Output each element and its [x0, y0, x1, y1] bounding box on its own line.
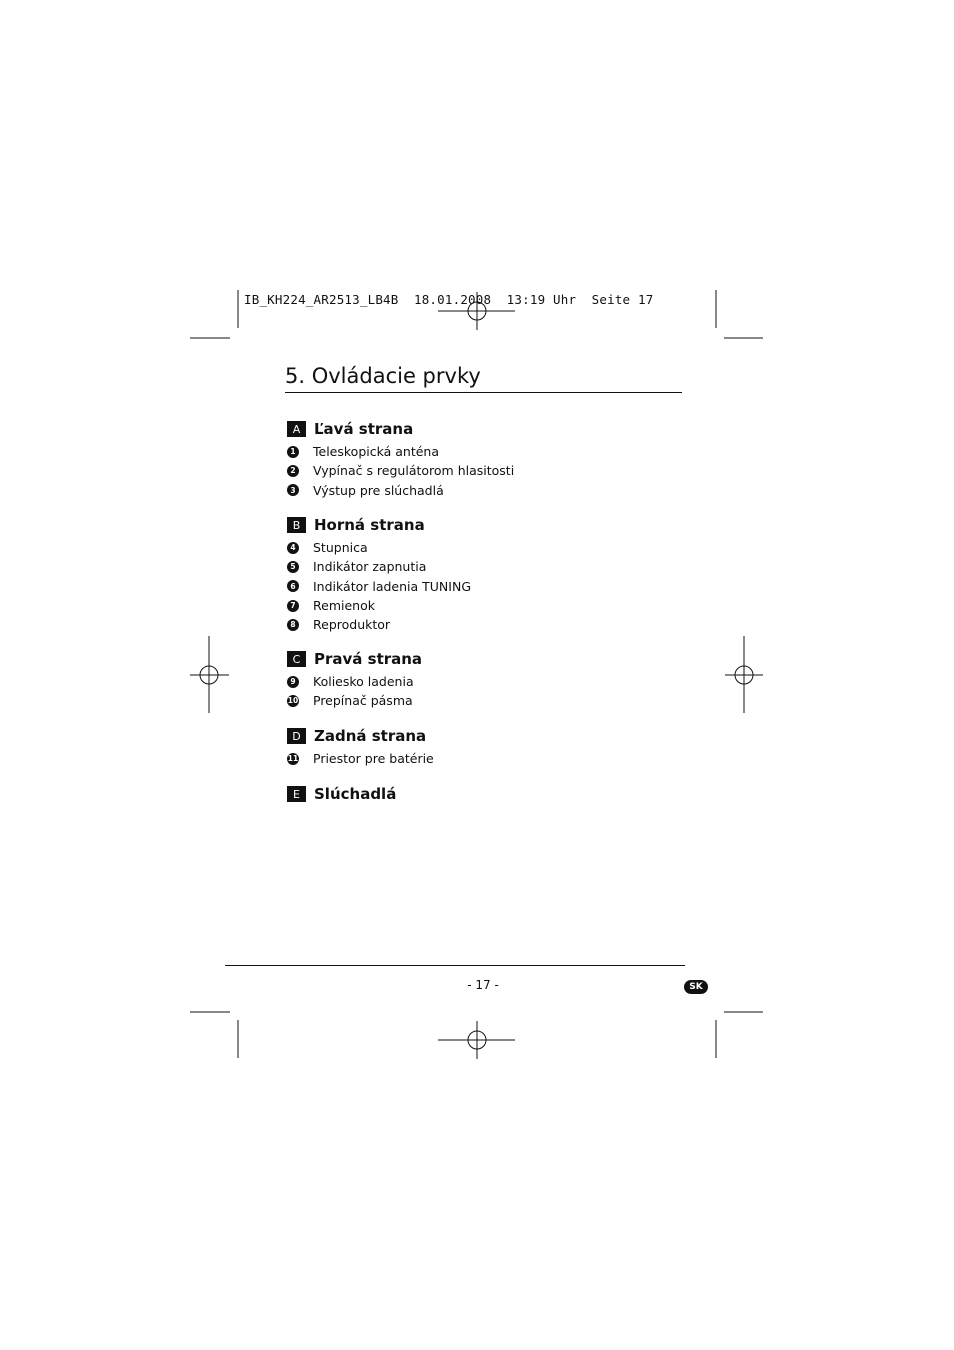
- list-item: [287, 691, 422, 710]
- section-header: [287, 514, 471, 536]
- list-item: [287, 672, 422, 691]
- section-title: Pravá strana: [314, 650, 423, 668]
- page-title: 5. Ovládacie prvky: [285, 364, 682, 393]
- section-left-side: [287, 418, 514, 500]
- list-item: [287, 615, 471, 634]
- footer-divider: [225, 965, 685, 966]
- section-letter-badge: E: [287, 786, 306, 802]
- item-list: [287, 442, 514, 500]
- list-item: [287, 461, 514, 480]
- item-number-badge: 9: [287, 676, 299, 688]
- item-label: Teleskopická anténa: [313, 444, 440, 460]
- item-label: Reproduktor: [313, 617, 391, 633]
- section-header: [287, 725, 434, 747]
- item-label: Indikátor zapnutia: [313, 559, 427, 575]
- list-item: [287, 749, 434, 768]
- section-headphones: [287, 783, 396, 805]
- item-number-badge: 10: [287, 696, 299, 706]
- item-label: Vypínač s regulátorom hlasitosti: [313, 463, 515, 479]
- section-title: Horná strana: [314, 516, 425, 534]
- section-top-side: [287, 514, 471, 634]
- item-label: Výstup pre slúchadlá: [313, 482, 444, 498]
- list-item: [287, 577, 471, 596]
- list-item: [287, 442, 514, 461]
- section-header: [287, 648, 422, 670]
- item-number-badge: 8: [287, 619, 299, 631]
- item-label: Remienok: [313, 598, 375, 614]
- item-number-badge: 7: [287, 600, 299, 612]
- item-list: [287, 749, 434, 768]
- item-label: Koliesko ladenia: [313, 674, 414, 690]
- section-letter-badge: B: [287, 517, 306, 533]
- item-label: Prepínač pásma: [313, 693, 413, 709]
- item-label: Stupnica: [313, 540, 368, 556]
- item-number-badge: 6: [287, 580, 299, 592]
- item-label: Priestor pre batérie: [313, 751, 434, 767]
- item-number-badge: 2: [287, 465, 299, 477]
- section-right-side: [287, 648, 422, 711]
- section-letter-badge: A: [287, 421, 306, 437]
- section-letter-badge: C: [287, 651, 306, 667]
- print-slug: IB_KH224_AR2513_LB4B 18.01.2008 13:19 Uhr Seite 17: [244, 292, 654, 307]
- section-header: [287, 783, 396, 805]
- item-number-badge: 3: [287, 484, 299, 496]
- item-number-badge: 5: [287, 561, 299, 573]
- section-back-side: [287, 725, 434, 768]
- language-badge: SK: [684, 980, 708, 994]
- section-title: Zadná strana: [314, 727, 427, 745]
- page-number: - 17 -: [467, 978, 499, 992]
- list-item: [287, 538, 471, 557]
- item-list: [287, 538, 471, 634]
- section-letter-badge: D: [287, 728, 306, 744]
- list-item: [287, 596, 471, 615]
- list-item: [287, 557, 471, 576]
- section-title: Slúchadlá: [314, 785, 397, 803]
- section-header: [287, 418, 514, 440]
- item-list: [287, 672, 422, 711]
- list-item: [287, 481, 514, 500]
- item-number-badge: 11: [287, 754, 299, 764]
- item-number-badge: 4: [287, 542, 299, 554]
- section-title: Ľavá strana: [314, 420, 414, 438]
- item-number-badge: 1: [287, 446, 299, 458]
- item-label: Indikátor ladenia TUNING: [313, 578, 472, 594]
